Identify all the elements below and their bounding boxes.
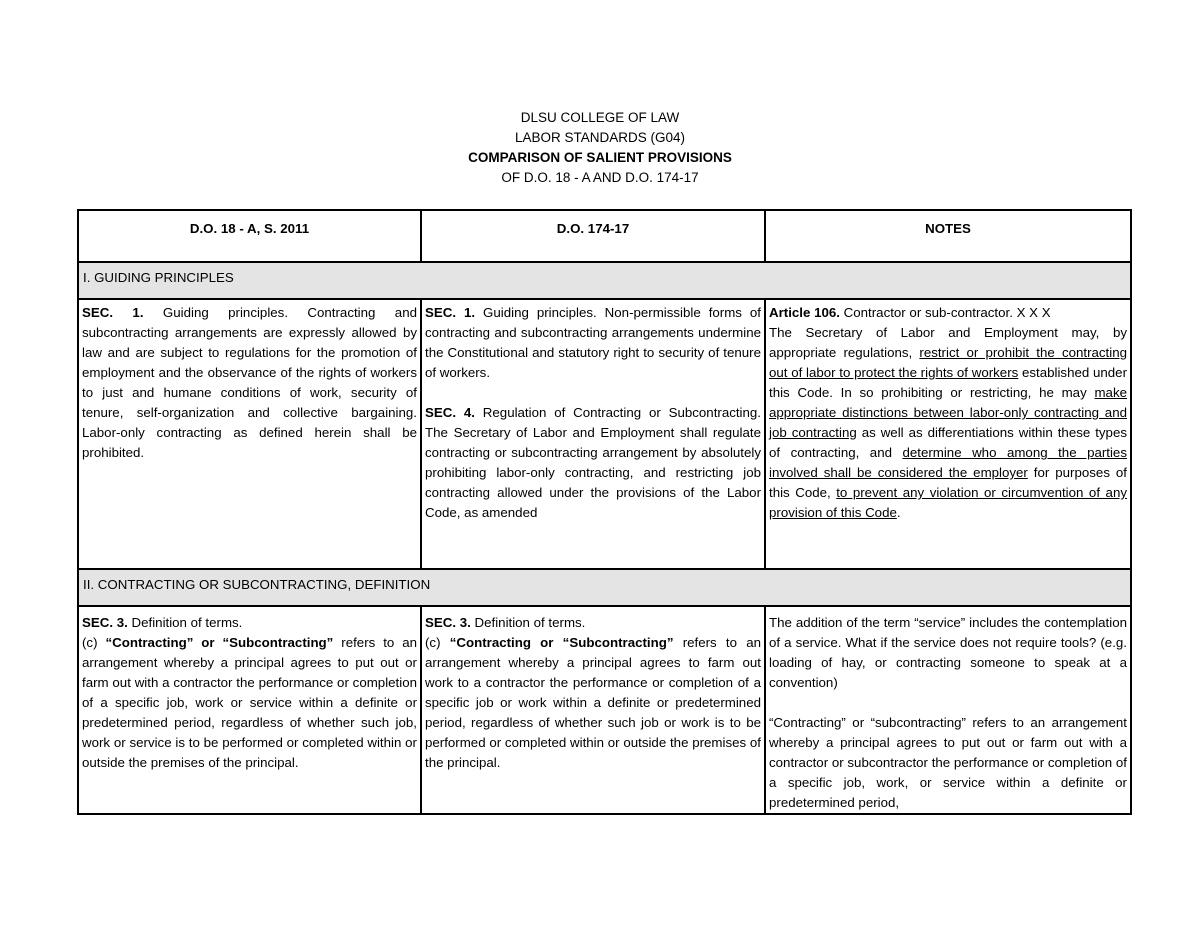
note-paragraph: “Contracting” or “subcontracting” refers to an arrangement whereby a principal agrees to put out or farm out with a contractor or subcontractor the performance or completion of a specific job, work, or service within a definite or predetermined period, [769,715,1127,810]
underlined-text: restrict or prohibit the contracting out of labor to protect the rights of workers [769,345,1127,380]
note-text: The Secretary of Labor and Employment may, by appropriate regulations, [769,325,1127,360]
item-label: (c) [425,635,450,650]
document-header [0,108,1200,188]
table-row [78,299,1131,569]
note-text: established under this Code. In so prohibiting or restricting, he may [769,365,1127,400]
section-heading-definition: II. CONTRACTING OR SUBCONTRACTING, DEFINITION [78,569,1131,606]
item-label: (c) [82,635,106,650]
column-header-do18a: D.O. 18 - A, S. 2011 [78,210,421,262]
underlined-text: to prevent any violation or circumvention of any provision of this Code [769,485,1127,520]
header-subtitle: OF D.O. 18 - A AND D.O. 174-17 [501,170,699,185]
section-number: SEC. 3. [425,615,471,630]
cell-notes-guiding [765,299,1131,569]
section-title: Definition of terms. [127,615,243,630]
section-heading-row [78,569,1131,606]
table-row [78,606,1131,814]
cell-notes-definition [765,606,1131,814]
provision-text: Guiding principles. Non-permissible forms of contracting and subcontracting arrangements undermine the Constitutional and statutory right to security of tenure of workers. [425,305,761,380]
note-paragraph: The addition of the term “service” includes the contemplation of a service. What if the service does not require tools? (e.g. loading of hay, or contracting someone to speak at a convention) [769,615,1127,690]
cell-do174-guiding [421,299,765,569]
note-text: . [896,505,901,520]
cell-do18a-definition [78,606,421,814]
column-header-do174: D.O. 174-17 [421,210,765,262]
provision-text: refers to an arrangement whereby a principal agrees to put out or farm out with a contractor the performance or completion of a specific job, work or service within a definite or predetermined period, regardless of whether such job, work or service is to be performed or completed within or outside the premises of the principal. [82,635,418,770]
section-heading-row [78,262,1131,299]
defined-term: “Contracting” or “Subcontracting” [105,635,334,650]
section-number: SEC. 4. [425,405,475,420]
column-header-notes: NOTES [765,210,1131,262]
header-institution: DLSU COLLEGE OF LAW [520,110,680,125]
cell-do18a-guiding [78,299,421,569]
header-title: COMPARISON OF SALIENT PROVISIONS [468,150,732,165]
section-heading-guiding-principles: I. GUIDING PRINCIPLES [78,262,1131,299]
provision-text: refers to an arrangement whereby a principal agrees to farm out work to a contractor the performance or completion of a specific job or work within a definite or predetermined period, regardless of whether such job or work is to be performed or completed within or outside the premises of the principal. [425,635,761,770]
underlined-text: determine who among the parties involved shall be considered the employer [769,445,1127,480]
article-title: Contractor or sub-contractor. X X X [839,305,1051,320]
section-number: SEC. 1. [82,305,144,320]
header-course: LABOR STANDARDS (G04) [514,130,686,145]
section-number: SEC. 3. [82,615,128,630]
section-number: SEC. 1. [425,305,476,320]
provision-text: Guiding principles. Contracting and subcontracting arrangements are expressly allowed by law and are subject to regulations for the promotion of employment and the observance of the rights of workers to just and humane conditions of work, security of tenure, self-organization and collective bargaining. Labor-only contracting as defined herein shall be prohibited. [82,305,417,460]
note-text: as well as differentiations within these types of contracting, and [769,425,1127,460]
underlined-text: make appropriate distinctions between labor-only contracting and job contracting [769,385,1127,440]
defined-term: “Contracting or “Subcontracting” [449,635,674,650]
section-title: Definition of terms. [470,615,586,630]
provision-text: Regulation of Contracting or Subcontracting. The Secretary of Labor and Employment shall regulate contracting or subcontracting arrangement by absolutely prohibiting labor-only contracting, and restricting job contracting allowed under the provisions of the Labor Code, as amended [425,405,761,520]
note-text: for purposes of this Code, [769,465,1127,500]
article-number: Article 106. [769,305,840,320]
table-header-row [78,210,1131,262]
cell-do174-definition [421,606,765,814]
comparison-table [77,209,1132,815]
